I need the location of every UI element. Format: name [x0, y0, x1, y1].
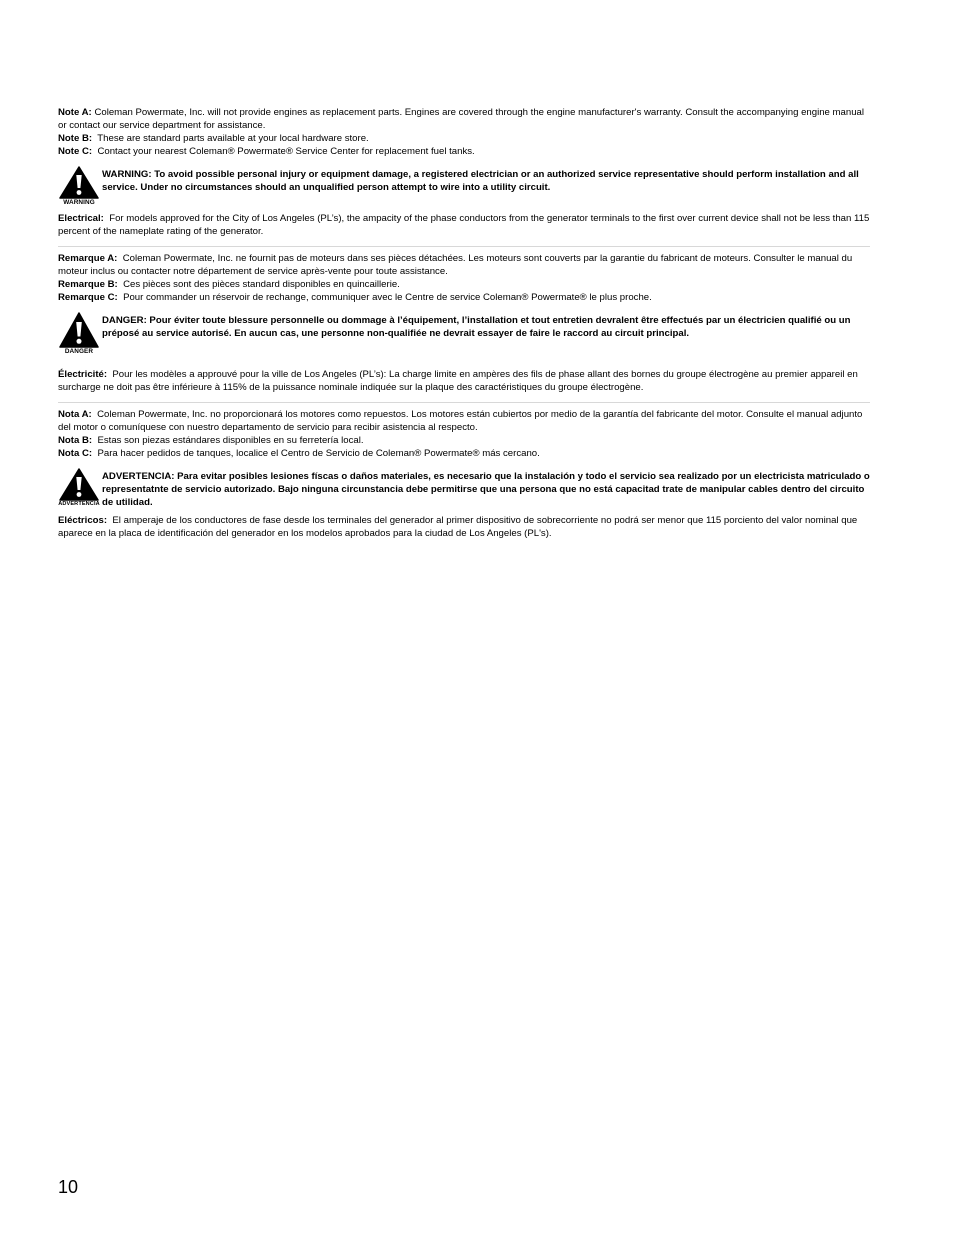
- danger-icon-label: DANGER: [64, 348, 94, 355]
- electricos-note: Eléctricos: El amperaje de los conductores de fase desde los terminales del generador al primer dispositivo de sobrecorriente no podrá ser menor que 115 porciento del valor nominal que aparece en la placa de identificación del generador en los modelos aprobados para la ciudad de Los Angeles (PL's).: [58, 515, 858, 539]
- advertencia-text: ADVERTENCIA: Para evitar posibles lesiones físcas o daños materiales, es necesario que la instalación y todo el servicio sea realizado por un electricista matriculado o representatnte de servicio autorizado. Bajo ninguna circunstancia debe permitirse que una persona que no está capacitad trate de manipular cables dentro del circuito de utilidad.: [102, 471, 870, 508]
- remarque-b: Remarque B: Ces pièces sont des pièces standard disponibles en quincaillerie.: [58, 279, 400, 290]
- electrical-note: Electrical: For models approved for the City of Los Angeles (PL’s), the ampacity of the phase conductors from the generator terminals to the first over current device shall not be less than 115 percent of the nameplate rating of the generator.: [58, 213, 870, 237]
- section-spanish: [58, 402, 870, 540]
- remarque-c: Remarque C: Pour commander un réservoir de rechange, communiquer avec le Centre de service Coleman® Powermate® le plus proche.: [58, 292, 652, 303]
- electricite-note: Électricité: Pour les modèles a approuvé pour la ville de Los Angeles (PL’s): La charge limite en ampères des fils de phase allant des bornes du groupe électrogène au premier appareil en surcharge ne doit pas être inférieure à 115% de la puissance nominale indiquée sur la plaque des caractéristiques du groupe électrogène.: [58, 369, 858, 393]
- danger-triangle-icon: [59, 312, 99, 348]
- danger-icon: [58, 312, 100, 355]
- advertencia-icon-label: ADVERTENCIA: [58, 501, 100, 507]
- nota-c: Nota C: Para hacer pedidos de tanques, localice el Centro de Servicio de Coleman® Powermate® más cercano.: [58, 448, 540, 459]
- nota-b: Nota B: Estas son piezas estándares disponibles en su ferretería local.: [58, 435, 364, 446]
- nota-a: Nota A: Coleman Powermate, Inc. no proporcionará los motores como repuestos. Los motores están cubiertos por medio de la garantía del fabricante del motor. Consulte el manual adjunto del motor o comuníquese con nuestro departamento de servicio para recibir asistencia al respecto.: [58, 409, 863, 433]
- warning-icon-label: WARNING: [63, 199, 95, 206]
- warning-text: WARNING: To avoid possible personal injury or equipment damage, a registered electrician or an authorized service representative should perform installation and all service. Under no circumstances should an unqualified person attempt to wire into a utility circuit.: [102, 169, 859, 193]
- note-c: Note C: Contact your nearest Coleman® Powermate® Service Center for replacement fuel tanks.: [58, 146, 475, 157]
- warning-triangle-icon: [59, 166, 99, 199]
- warning-icon: [58, 166, 100, 206]
- note-b: Note B: These are standard parts available at your local hardware store.: [58, 133, 369, 144]
- advertencia-triangle-icon: [59, 468, 99, 501]
- advertencia-alert: [58, 468, 870, 510]
- section-english: [58, 106, 870, 238]
- warning-alert: [58, 166, 870, 208]
- advertencia-icon: [58, 468, 100, 508]
- section-french: [58, 246, 870, 394]
- danger-alert: [58, 312, 870, 360]
- remarque-a: Remarque A: Coleman Powermate, Inc. ne fournit pas de moteurs dans ses pièces détachées. Les moteurs sont couverts par la garantie du fabricant de moteurs. Consulter le manual du moteur inclus ou contacter notre département de service après-vente pour toute assistance.: [58, 253, 853, 277]
- page-number: 10: [58, 1177, 79, 1197]
- danger-text: DANGER: Pour éviter toute blessure personnelle ou dommage à l’équipement, l’installation et tout entretien devralent être effectués par un électricien qualifié ou un préposé au service autorisé. En aucun cas, une personne non-qualifiée ne devrait essayer de faire le raccord au circuit principal.: [102, 315, 851, 339]
- page-content: [58, 106, 870, 540]
- note-a: Note A: Coleman Powermate, Inc. will not provide engines as replacement parts. Engines are covered through the engine manufacturer's warranty. Consult the accompanying engine manual or contact our service department for assistance.: [58, 107, 865, 131]
